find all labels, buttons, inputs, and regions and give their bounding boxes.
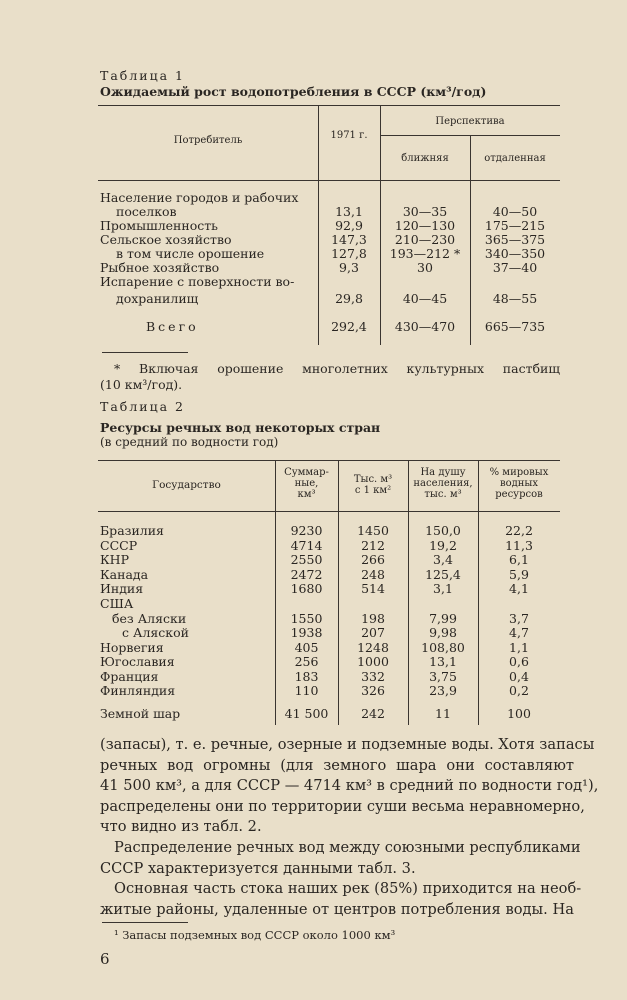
- table1-row-label: поселков: [116, 204, 177, 219]
- table2-cell-total: 9230: [290, 523, 323, 538]
- table1-footnote-line2: (10 км³/год).: [100, 377, 183, 392]
- table2-cell-per-capita: 3,75: [429, 669, 457, 684]
- paragraph-1: [100, 735, 599, 838]
- table2-cell-per-capita: 13,1: [429, 654, 457, 669]
- table2-cell-per-km: 212: [361, 538, 385, 553]
- table2-cell-world: 1,1: [509, 640, 529, 655]
- table1-row-label: в том числе орошение: [116, 246, 265, 261]
- table2-cell-world: 6,1: [509, 552, 529, 567]
- table2-cell-world: 100: [507, 706, 531, 721]
- table2-cell-total: 1680: [290, 581, 323, 596]
- table2-caption: Таблица 2: [100, 399, 186, 414]
- table2-cell-world: 5,9: [509, 567, 529, 582]
- paragraph-2: [100, 838, 581, 879]
- table2-header-per-km: [338, 474, 408, 496]
- table2-cell-world: 0,6: [509, 654, 529, 669]
- table1-header-rule: [98, 180, 560, 181]
- table2-header-rule: [98, 511, 560, 512]
- table2-cell-per-km: 1000: [357, 654, 389, 669]
- table2-header-total: [275, 467, 338, 500]
- table2-cell-world: 4,7: [509, 625, 529, 640]
- table2-row-state: Индия: [100, 581, 144, 596]
- table2-cell-total: 41 500: [284, 706, 329, 721]
- paragraph-2-line: СССР характеризуется данными табл. 3.: [100, 859, 416, 877]
- table2-header-total-l3: км³: [297, 489, 316, 500]
- table2-cell-per-km: 242: [361, 706, 385, 721]
- table1-cell-near: 40—45: [402, 291, 448, 306]
- table2-row-state: Франция: [100, 669, 159, 684]
- table1-header-year: 1971 г.: [330, 130, 368, 141]
- table1-cell-near: 430—470: [394, 319, 456, 334]
- table1-header-far: отдаленная: [484, 153, 546, 164]
- table1-row-label: Население городов и рабочих: [100, 190, 299, 205]
- table2-row-state: Бразилия: [100, 523, 164, 538]
- paragraph-1-line: распределены они по территории суши весьма неравномерно,: [100, 797, 585, 815]
- table1-cell-far: 340—350: [484, 246, 546, 261]
- table2-cell-per-km: 514: [361, 581, 385, 596]
- table2-row-state: Финляндия: [100, 683, 176, 698]
- table2-cell-per-capita: 3,1: [433, 581, 453, 596]
- table2-cell-per-capita: 150,0: [425, 523, 461, 538]
- table1-row-label: Промышленность: [100, 218, 218, 233]
- table2-cell-per-capita: 19,2: [429, 538, 457, 553]
- table2-header-per-capita-l2: населения,: [413, 478, 473, 489]
- table1-cell-1971: 29,8: [335, 291, 363, 306]
- table1-cell-1971: 92,9: [335, 218, 363, 233]
- table2-cell-per-km: 326: [361, 683, 385, 698]
- table2-cell-total: 4714: [290, 538, 323, 553]
- table1-cell-1971: 292,4: [331, 319, 367, 334]
- table1-top-rule: [98, 105, 560, 106]
- table2-cell-world: 11,3: [505, 538, 533, 553]
- table1-total-label: Всего: [146, 319, 199, 334]
- paragraph-3-line: Основная часть стока наших рек (85%) приходится на необ-: [114, 880, 582, 897]
- table2-cell-world: 22,2: [505, 523, 533, 538]
- paragraph-3-line: житые районы, удаленные от центров потребления воды. На: [100, 900, 574, 918]
- table2-cell-total: 405: [294, 640, 319, 655]
- table2-header-state: Государство: [152, 479, 221, 491]
- table1-row-label: Рыбное хозяйство: [100, 260, 220, 275]
- table2-header-per-capita-l3: тыс. м³: [424, 489, 462, 500]
- table2-header-per-capita-l1: На душу: [420, 467, 466, 478]
- table1-cell-near: 120—130: [394, 218, 456, 233]
- table2-cell-per-capita: 11: [435, 706, 451, 721]
- table2-header-world-l1: % мировых: [489, 467, 549, 478]
- table1-row-label: дохранилищ: [116, 291, 199, 306]
- table1-cell-far: 175—215: [484, 218, 546, 233]
- table2-row-state: Канада: [100, 567, 149, 582]
- table2-row-state: КНР: [100, 552, 129, 567]
- table1-header-perspective: Перспектива: [435, 116, 505, 127]
- paragraph-1-line: речных вод огромны (для земного шара они составляют: [100, 756, 574, 774]
- paragraph-1-line: (запасы), т. е. речные, озерные и подземные воды. Хотя запасы: [100, 736, 595, 753]
- table2-header-world: [478, 467, 560, 500]
- table2-row-state: США: [100, 596, 134, 611]
- table1-title: Ожидаемый рост водопотребления в СССР (км³/год): [100, 84, 487, 99]
- table1-cell-near: 210—230: [394, 232, 456, 247]
- table2-header-per-km-l2: с 1 км²: [354, 485, 392, 496]
- table2-cell-per-km: 207: [361, 625, 385, 640]
- table1-cell-near: 30—35: [402, 204, 448, 219]
- table2-row-state: Югославия: [100, 654, 175, 669]
- table1-cell-near: 30: [417, 260, 433, 275]
- table1-cell-far: 40—50: [492, 204, 538, 219]
- table1-cell-far: 37—40: [492, 260, 538, 275]
- table1-caption: Таблица 1: [100, 68, 186, 83]
- table1-cell-far: 365—375: [484, 232, 546, 247]
- table1-footnote-rule: [102, 352, 188, 353]
- table2-cell-total: 110: [294, 683, 319, 698]
- table2-cell-per-capita: 9,98: [429, 625, 457, 640]
- page-number: 6: [100, 950, 110, 968]
- table2-cell-per-capita: 7,99: [429, 611, 457, 626]
- table2-row-state: с Аляской: [122, 625, 189, 640]
- paragraph-2-line: Распределение речных вод между союзными республиками: [114, 839, 581, 856]
- table2-header-world-l3: ресурсов: [495, 489, 543, 500]
- table1-footnote-line1: * Включая орошение многолетних культурных пастбищ: [114, 361, 560, 376]
- table2-cell-per-km: 248: [361, 567, 385, 582]
- table2-cell-per-capita: 125,4: [425, 567, 461, 582]
- table1-header-near: ближняя: [401, 153, 449, 164]
- table2-row-state: Норвегия: [100, 640, 164, 655]
- table1-cell-near: 193—212 *: [389, 246, 461, 261]
- table2-header-total-l2: ные,: [294, 478, 319, 489]
- table2-row-state: без Аляски: [112, 611, 187, 626]
- table2-header-per-capita: [408, 467, 478, 500]
- table2-cell-per-capita: 3,4: [433, 552, 453, 567]
- table2-cell-world: 0,2: [509, 683, 529, 698]
- table2-cell-per-km: 332: [361, 669, 385, 684]
- table2-cell-per-km: 1450: [357, 523, 389, 538]
- table2-cell-per-capita: 108,80: [421, 640, 465, 655]
- table2-cell-total: 2550: [290, 552, 323, 567]
- table2-header-per-km-l1: Тыс. м³: [353, 474, 393, 485]
- table1-cell-1971: 9,3: [339, 260, 359, 275]
- table1-row-label: Испарение с поверхности во-: [100, 274, 295, 289]
- paragraph-1-line: 41 500 км³, а для СССР — 4714 км³ в средний по водности год¹),: [100, 777, 599, 794]
- table1-row-label: Сельское хозяйство: [100, 232, 232, 247]
- table2-cell-world: 0,4: [509, 669, 529, 684]
- table2-row-state: Земной шар: [100, 706, 181, 721]
- paragraph-1-line: что видно из табл. 2.: [100, 818, 262, 835]
- page-footnote-rule: [102, 922, 188, 923]
- table1-cell-1971: 147,3: [331, 232, 367, 247]
- table1-header-consumer: Потребитель: [173, 135, 243, 146]
- table2-cell-total: 1938: [290, 625, 323, 640]
- table2-cell-total: 1550: [290, 611, 323, 626]
- table2-header-world-l2: водных: [499, 478, 539, 489]
- table1-cell-far: 665—735: [484, 319, 546, 334]
- table2-row-state: СССР: [100, 538, 138, 553]
- table2-subtitle: (в средний по водности год): [100, 435, 279, 449]
- table2-cell-total: 183: [294, 669, 319, 684]
- table1-cell-1971: 13,1: [335, 204, 363, 219]
- table2-top-rule: [98, 460, 560, 461]
- table2-cell-per-capita: 23,9: [429, 683, 457, 698]
- table1-cell-far: 48—55: [492, 291, 538, 306]
- paragraph-3: [100, 879, 582, 920]
- table2-cell-per-km: 1248: [357, 640, 389, 655]
- table2-cell-per-km: 266: [361, 552, 385, 567]
- table2-cell-world: 3,7: [509, 611, 529, 626]
- page-footnote: ¹ Запасы подземных вод СССР около 1000 км³: [114, 928, 396, 942]
- table1-cell-1971: 127,8: [331, 246, 367, 261]
- table2-cell-total: 2472: [290, 567, 323, 582]
- table2-cell-total: 256: [294, 654, 319, 669]
- table2-header-total-l1: Суммар-: [284, 467, 329, 478]
- table2-title: Ресурсы речных вод некоторых стран: [100, 420, 381, 435]
- table2-cell-per-km: 198: [361, 611, 385, 626]
- table2-cell-world: 4,1: [509, 581, 529, 596]
